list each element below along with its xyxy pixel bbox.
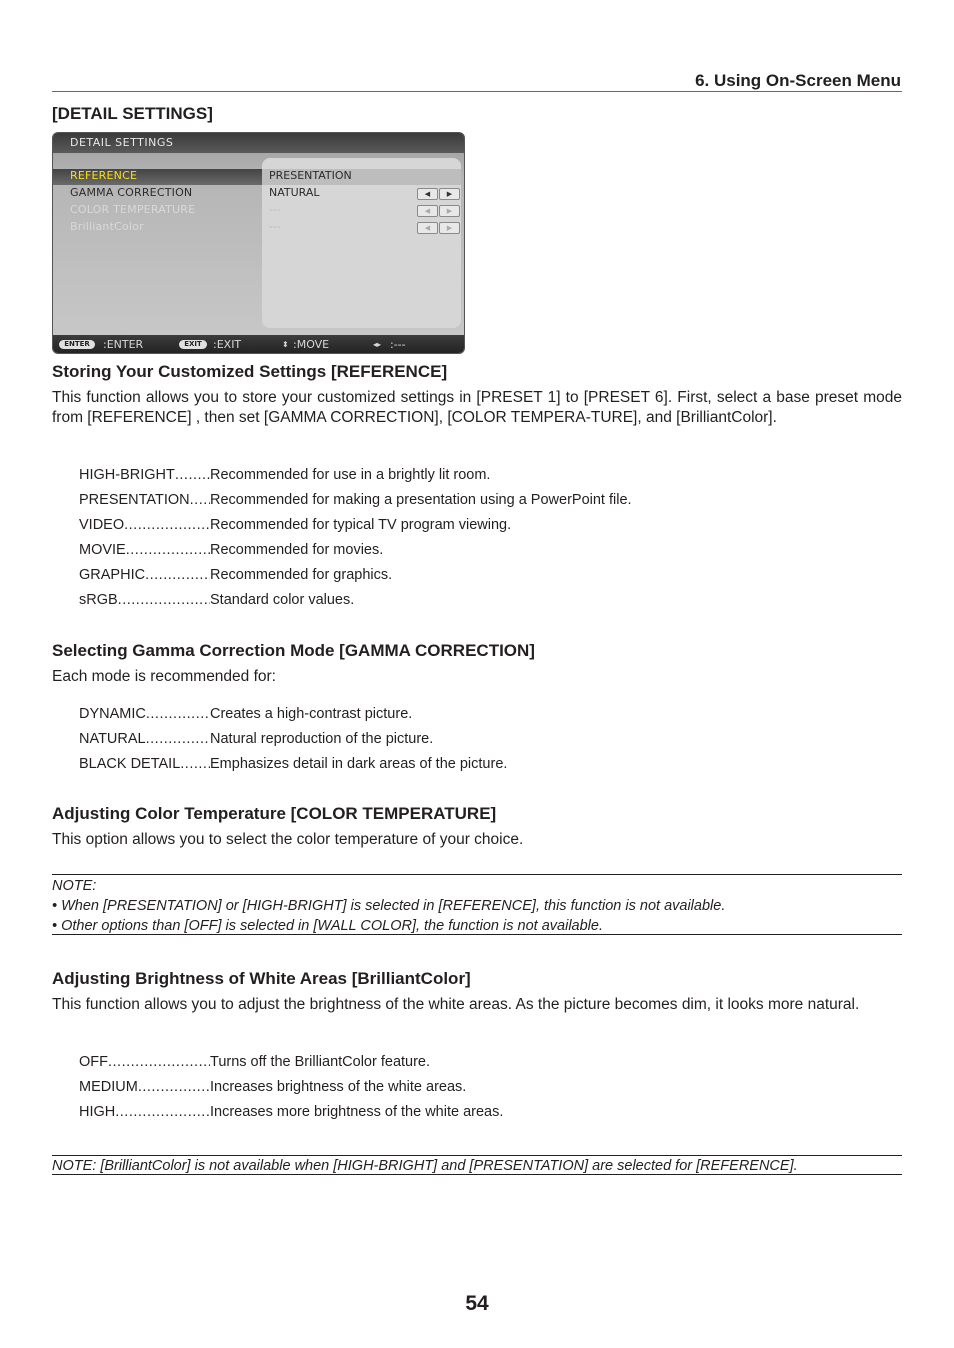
list-item: PRESENTATION ..... Recommended for making a presentation using a PowerPoint file. [79,492,839,517]
color-temperature-note [52,874,902,935]
note-item: • When [PRESENTATION] or [HIGH-BRIGHT] is selected in [REFERENCE], this function is not available. [52,898,726,914]
list-item: VIDEO ..... Recommended for typical TV program viewing. [79,517,839,542]
list-item: MEDIUM ..... Increases brightness of the white areas. [79,1079,839,1104]
osd-detail-settings-menu [52,132,465,354]
up-down-arrow-icon: ⬍ [282,340,289,349]
note-item: • Other options than [OFF] is selected in [WALL COLOR], the function is not available. [52,918,603,934]
osd-value-color-temperature: --- [269,203,281,216]
osd-footer-exit: :EXIT [213,338,242,351]
note-label: NOTE: [52,878,97,894]
osd-value-brilliantcolor: --- [269,220,281,233]
brilliantcolor-heading: Adjusting Brightness of White Areas [BrilliantColor] [52,969,471,988]
list-item: GRAPHIC ..... Recommended for graphics. [79,567,839,592]
osd-footer-adjust: :--- [390,338,406,351]
gamma-paragraph: Each mode is recommended for: [52,668,276,685]
color-temperature-paragraph: This option allows you to select the color temperature of your choice. [52,831,524,848]
right-arrow-icon: ▶ [439,205,460,217]
brilliantcolor-note [52,1155,902,1175]
gamma-mode-list [79,706,839,781]
osd-item-reference[interactable]: REFERENCE [70,169,138,182]
osd-value-reference: PRESENTATION [269,169,352,182]
osd-footer-move: :MOVE [293,338,330,351]
list-item: OFF ..... Turns off the BrilliantColor feature. [79,1054,839,1079]
chapter-header: 6. Using On-Screen Menu [695,71,901,90]
color-temperature-heading: Adjusting Color Temperature [COLOR TEMPERATURE] [52,804,497,823]
osd-item-color-temperature: COLOR TEMPERATURE [70,203,196,216]
reference-mode-list [79,467,839,617]
list-item: HIGH ..... Increases more brightness of the white areas. [79,1104,839,1129]
brilliantcolor-paragraph: This function allows you to adjust the brightness of the white areas. As the picture becomes dim, it looks more natural. [52,996,860,1013]
right-arrow-icon[interactable]: ▶ [439,188,460,200]
left-right-arrow-icon: ◂▸ [373,340,382,349]
left-arrow-icon[interactable]: ◀ [417,188,438,200]
list-item: MOVIE ..... Recommended for movies. [79,542,839,567]
osd-arrows-brilliantcolor [417,222,460,234]
osd-item-brilliantcolor: BrilliantColor [70,220,144,233]
list-item: NATURAL ..... Natural reproduction of the picture. [79,731,839,756]
section-title: [DETAIL SETTINGS] [52,104,213,123]
left-arrow-icon: ◀ [417,205,438,217]
gamma-heading: Selecting Gamma Correction Mode [GAMMA CORRECTION] [52,641,535,660]
left-arrow-icon: ◀ [417,222,438,234]
list-item: BLACK DETAIL ..... Emphasizes detail in dark areas of the picture. [79,756,839,781]
page-number: 54 [465,1292,489,1315]
list-item: DYNAMIC ..... Creates a high-contrast picture. [79,706,839,731]
reference-heading: Storing Your Customized Settings [REFERENCE] [52,362,448,381]
brilliantcolor-mode-list [79,1054,839,1129]
osd-value-gamma-correction: NATURAL [269,186,320,199]
osd-item-gamma-correction[interactable]: GAMMA CORRECTION [70,186,193,199]
osd-footer-enter: :ENTER [103,338,144,351]
osd-title: DETAIL SETTINGS [53,133,464,153]
note-text: NOTE: [BrilliantColor] is not available when [HIGH-BRIGHT] and [PRESENTATION] are selected for [REFERENCE]. [52,1158,798,1174]
exit-key-icon: EXIT [179,340,207,349]
osd-footer [53,335,464,354]
enter-key-icon: ENTER [59,340,95,349]
list-item: sRGB ..... Standard color values. [79,592,839,617]
osd-arrows-gamma[interactable] [417,188,460,200]
osd-arrows-color-temp [417,205,460,217]
reference-paragraph: This function allows you to store your customized settings in [PRESET 1] to [PRESET 6]. First, select a base preset mode from [REFERENCE] , then set [GAMMA CORRECTION], [COLOR TEMPERA-TURE], and [BrilliantColor]. [52,389,902,426]
header-rule [52,91,902,92]
right-arrow-icon: ▶ [439,222,460,234]
list-item: HIGH-BRIGHT ..... Recommended for use in a brightly lit room. [79,467,839,492]
